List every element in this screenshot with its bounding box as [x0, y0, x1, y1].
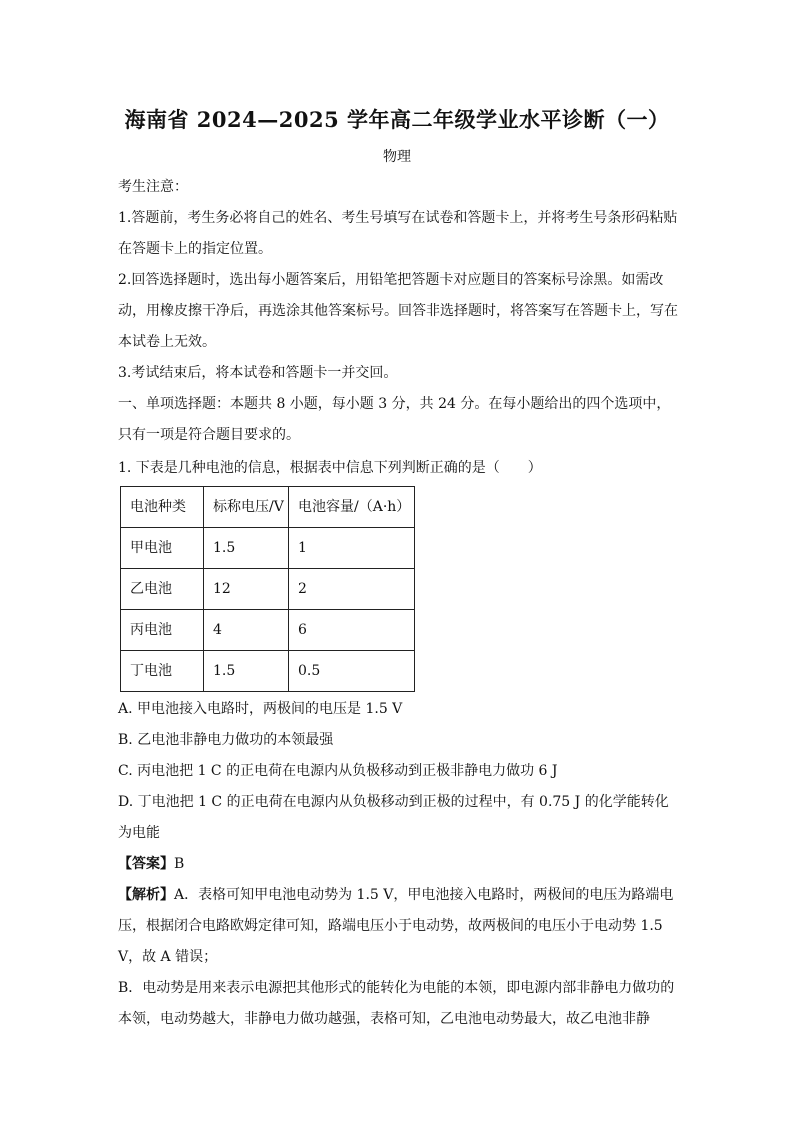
- analysis-a: [118, 880, 678, 973]
- notice-heading: 考生注意：: [118, 179, 188, 195]
- table-cell: 12: [204, 569, 289, 610]
- table-header-cell: 标称电压/V: [204, 487, 289, 528]
- table-header-cell: 电池容量/（A·h）: [289, 487, 415, 528]
- table-row: [121, 569, 415, 610]
- exam-content: [118, 172, 678, 1035]
- table-cell: 1.5: [204, 651, 289, 692]
- table-cell: 丁电池: [121, 651, 204, 692]
- section-heading: 一、单项选择题：本题共 8 小题，每小题 3 分，共 24 分。在每小题给出的四个选项中，只有一项是符合题目要求的。: [118, 396, 671, 443]
- table-cell: 甲电池: [121, 528, 204, 569]
- table-row: [121, 610, 415, 651]
- table-cell: 4: [204, 610, 289, 651]
- answer-label: 【答案】: [118, 856, 174, 872]
- option-c: C. 丙电池把 1 C 的正电荷在电源内从负极移动到正极非静电力做功 6 J: [118, 763, 558, 779]
- battery-table: [120, 486, 415, 692]
- table-cell: 0.5: [289, 651, 415, 692]
- subject-label: 物理: [383, 149, 411, 165]
- table-header-row: [121, 487, 415, 528]
- answer-value: B: [174, 856, 185, 872]
- table-cell: 丙电池: [121, 610, 204, 651]
- answer-line: [118, 849, 678, 880]
- table-cell: 1.5: [204, 528, 289, 569]
- notice-item-2: 2.回答选择题时，选出每小题答案后，用铅笔把答题卡对应题目的答案标号涂黑。如需改动，用橡皮擦干净后，再选涂其他答案标号。回答非选择题时，将答案写在答题卡上，写在本试卷上无效。: [118, 272, 678, 350]
- analysis-label: 【解析】: [118, 887, 174, 903]
- question-1-stem: 1. 下表是几种电池的信息，根据表中信息下列判断正确的是（ ）: [118, 460, 542, 476]
- table-cell: 1: [289, 528, 415, 569]
- table-row: [121, 528, 415, 569]
- notice-item-1: 1.答题前，考生务必将自己的姓名、考生号填写在试卷和答题卡上，并将考生号条形码粘贴在答题卡上的指定位置。: [118, 210, 678, 257]
- table-row: [121, 651, 415, 692]
- table-cell: 2: [289, 569, 415, 610]
- table-header-cell: 电池种类: [121, 487, 204, 528]
- analysis-b: B．电动势是用来表示电源把其他形式的能转化为电能的本领，即电源内部非静电力做功的本领，电动势越大，非静电力做功越强，表格可知，乙电池电动势最大，故乙电池非静: [118, 980, 675, 1027]
- option-a: A. 甲电池接入电路时，两极间的电压是 1.5 V: [118, 701, 403, 717]
- exam-title: 海南省 2024—2025 学年高二年级学业水平诊断（一）: [124, 107, 670, 132]
- table-cell: 乙电池: [121, 569, 204, 610]
- option-b: B. 乙电池非静电力做功的本领最强: [118, 732, 334, 748]
- analysis-a-text: A．表格可知甲电池电动势为 1.5 V，甲电池接入电路时，两极间的电压为路端电压，根据闭合电路欧姆定律可知，路端电压小于电动势，故两极间的电压小于电动势 1.5 V，故 A 错误；: [118, 887, 674, 965]
- table-cell: 6: [289, 610, 415, 651]
- option-d: D. 丁电池把 1 C 的正电荷在电源内从负极移动到正极的过程中，有 0.75 J 的化学能转化为电能: [118, 794, 669, 841]
- notice-item-3: 3.考试结束后，将本试卷和答题卡一并交回。: [118, 365, 398, 381]
